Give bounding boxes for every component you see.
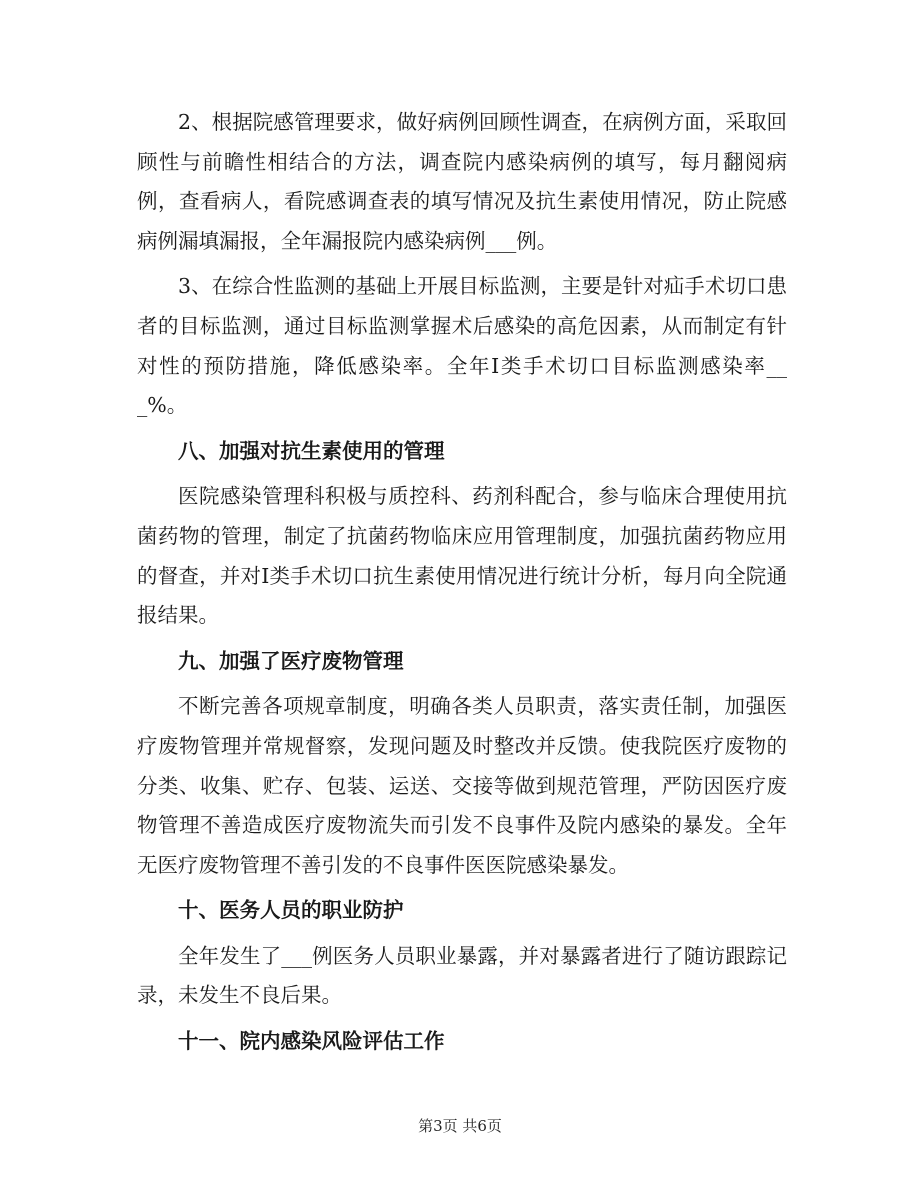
section-heading-antibiotics: 八、加强对抗生素使用的管理 [178, 438, 445, 463]
section-heading-risk-assessment: 十一、院内感染风险评估工作 [178, 1029, 445, 1054]
section-heading-occupational-protection: 十、医务人员的职业防护 [178, 898, 404, 923]
paragraph-antibiotics: 医院感染管理科积极与质控科、药剂科配合，参与临床合理使用抗菌药物的管理，制定了抗菌药物临床应用管理制度，加强抗菌药物应用的督查，并对Ⅰ类手术切口抗生素使用情况进行统计分析，每月向全院通报结果。 [137, 484, 787, 628]
paragraph-target-monitoring: 3、在综合性监测的基础上开展目标监测，主要是针对疝手术切口患者的目标监测，通过目标监测掌握术后感染的高危因素，从而制定有针对性的预防措施，降低感染率。全年Ⅰ类手术切口目标监测感染率___%。 [137, 274, 787, 418]
section-heading-medical-waste: 九、加强了医疗废物管理 [178, 648, 404, 673]
document-body [137, 103, 787, 1062]
paragraph-retrospective-survey: 2、根据院感管理要求，做好病例回顾性调查，在病例方面，采取回顾性与前瞻性相结合的方法，调查院内感染病例的填写，每月翻阅病例，查看病人，看院感调查表的填写情况及抗生素使用情况，防止院感病例漏填漏报，全年漏报院内感染病例___例。 [137, 110, 787, 253]
paragraph-occupational-exposure: 全年发生了___例医务人员职业暴露，并对暴露者进行了随访跟踪记录，未发生不良后果。 [137, 943, 787, 1008]
page-number-footer: 第3页 共6页 [418, 1117, 502, 1135]
paragraph-medical-waste: 不断完善各项规章制度，明确各类人员职责，落实责任制，加强医疗废物管理并常规督察，发现问题及时整改并反馈。使我院医疗废物的分类、收集、贮存、包装、运送、交接等做到规范管理，严防因医疗废物管理不善造成医疗废物流失而引发不良事件及院内感染的暴发。全年无医疗废物管理不善引发的不良事件医医院感染暴发。 [137, 694, 787, 877]
